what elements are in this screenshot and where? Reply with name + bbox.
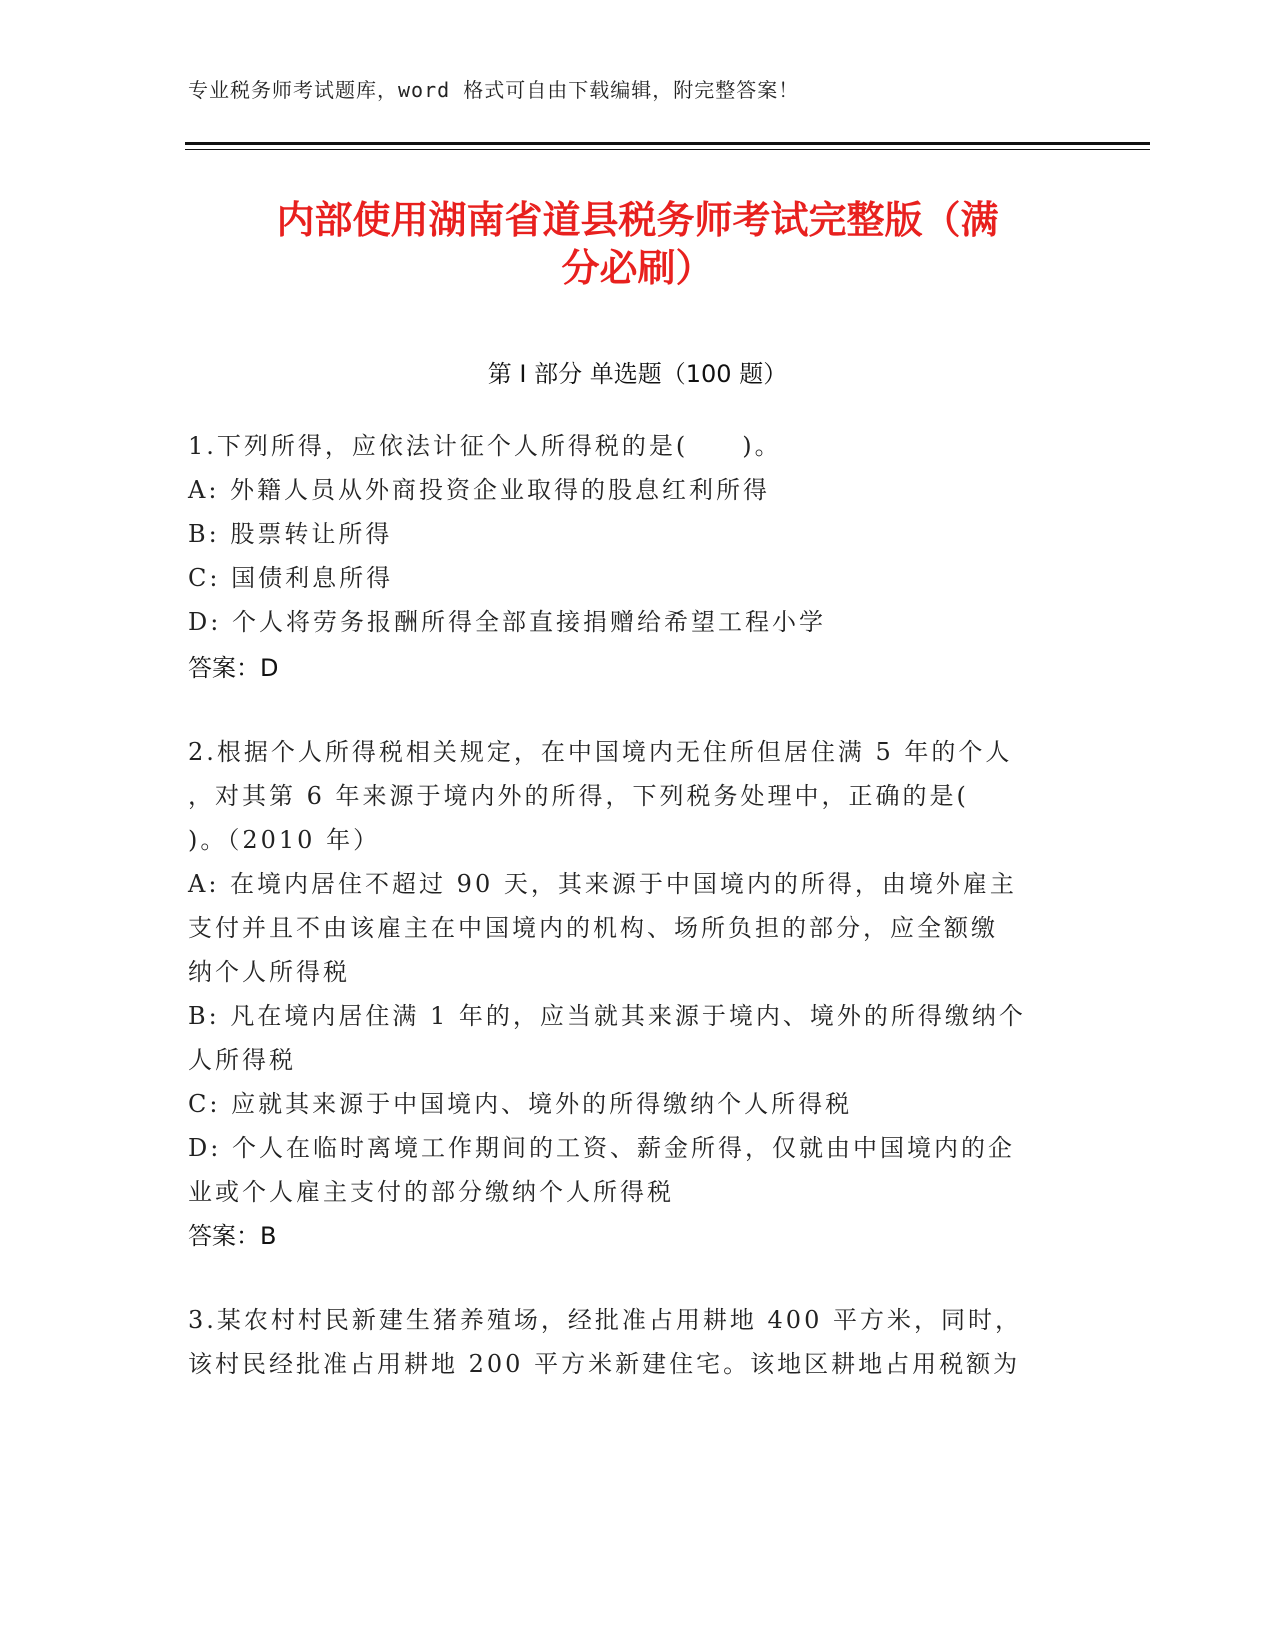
question-1-option-d: D: 个人将劳务报酬所得全部直接捐赠给希望工程小学 bbox=[188, 608, 826, 636]
question-2-stem-line-3: )。（2010 年） bbox=[188, 826, 381, 854]
question-2-option-d-line-1: D: 个人在临时离境工作期间的工资、薪金所得，仅就由中国境内的企 bbox=[188, 1134, 1015, 1162]
document-title bbox=[185, 196, 1090, 292]
section-title: 第 I 部分 单选题（100 题） bbox=[487, 360, 788, 388]
header-rule-thin bbox=[185, 149, 1150, 150]
question-2-stem-line-2: ，对其第 6 年来源于境内外的所得，下列税务处理中，正确的是( bbox=[188, 782, 969, 810]
question-3-stem-line-1: 3.某农村村民新建生猪养殖场，经批准占用耕地 400 平方米，同时， bbox=[188, 1306, 1022, 1334]
question-2-option-c: C: 应就其来源于中国境内、境外的所得缴纳个人所得税 bbox=[188, 1090, 853, 1118]
question-1-option-c: C: 国债利息所得 bbox=[188, 564, 394, 592]
title-line-2: 分必刷） bbox=[561, 246, 714, 290]
question-2-option-a-line-3: 纳个人所得税 bbox=[188, 958, 350, 986]
question-1-option-b: B: 股票转让所得 bbox=[188, 520, 393, 548]
header-note: 专业税务师考试题库，word 格式可自由下载编辑，附完整答案！ bbox=[188, 78, 800, 102]
question-3-stem-line-2: 该村民经批准占用耕地 200 平方米新建住宅。该地区耕地占用税额为 bbox=[188, 1350, 1021, 1378]
question-2-option-d-line-2: 业或个人雇主支付的部分缴纳个人所得税 bbox=[188, 1178, 674, 1206]
title-line-1: 内部使用湖南省道县税务师考试完整版（满 bbox=[276, 198, 999, 242]
question-1-stem: 1.下列所得，应依法计征个人所得税的是( )。 bbox=[188, 432, 782, 460]
question-1-answer: 答案：D bbox=[188, 654, 279, 682]
question-2-option-b-line-2: 人所得税 bbox=[188, 1046, 296, 1074]
header-rule-thick bbox=[185, 142, 1150, 145]
question-1-option-a: A: 外籍人员从外商投资企业取得的股息红利所得 bbox=[188, 476, 771, 504]
question-2-option-b-line-1: B: 凡在境内居住满 1 年的，应当就其来源于境内、境外的所得缴纳个 bbox=[188, 1002, 1026, 1030]
question-2-option-a-line-1: A: 在境内居住不超过 90 天，其来源于中国境内的所得，由境外雇主 bbox=[188, 870, 1017, 898]
question-2-stem-line-1: 2.根据个人所得税相关规定，在中国境内无住所但居住满 5 年的个人 bbox=[188, 738, 1013, 766]
question-2-answer: 答案：B bbox=[188, 1222, 277, 1250]
question-2-option-a-line-2: 支付并且不由该雇主在中国境内的机构、场所负担的部分，应全额缴 bbox=[188, 914, 998, 942]
